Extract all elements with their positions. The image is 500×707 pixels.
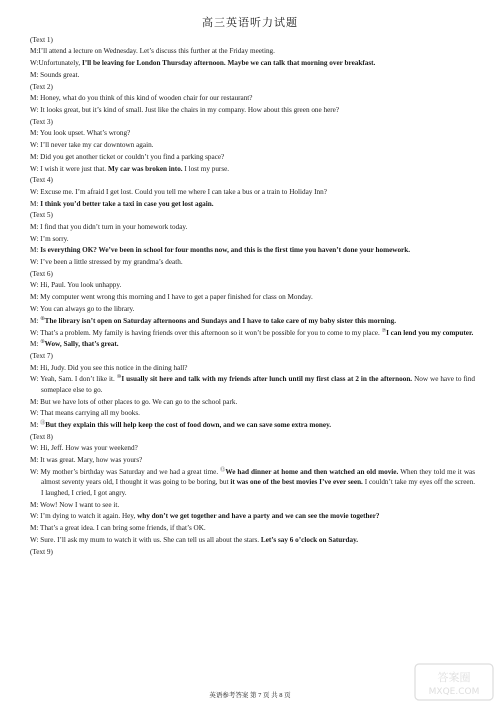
line: M: ⑨Wow, Sally, that’s great.: [30, 340, 119, 349]
line: W: Excuse me. I’m afraid I get lost. Could you tell me where I can take a bus or a train to Holiday Inn?: [30, 187, 327, 196]
question-marker: ⑨: [40, 340, 45, 346]
line: W: I’ve been a little stressed by my grandma’s death.: [30, 258, 183, 267]
line: W: You can always go to the library.: [30, 304, 135, 313]
line: M: ⑪But they explain this will help keep the cost of food down, and we can save some extra money.: [30, 421, 332, 430]
text-2-heading: (Text 2): [30, 82, 53, 91]
line: M: I find that you didn’t turn in your homework today.: [30, 222, 188, 231]
text-6-heading: (Text 6): [30, 269, 53, 278]
line: W: Sure. I’ll ask my mum to watch it with us. She can tell us all about the stars. Let’s say 6 o’clock on Saturday.: [30, 535, 359, 544]
text-3-heading: (Text 3): [30, 117, 53, 126]
line: M: I think you’d better take a taxi in case you get lost again.: [30, 199, 214, 208]
line: W: Hi, Jeff. How was your weekend?: [30, 444, 138, 453]
question-marker: ⑦: [381, 328, 387, 334]
line: M: My computer went wrong this morning and I have to get a paper finished for class on Monday.: [30, 293, 313, 302]
line: M: It was great. Mary, how was yours?: [30, 456, 143, 465]
line: W: Yeah, Sam. I don’t like it. ⑩I usually sit here and talk with my friends after lunch until my first class at 2 in the afternoon. Now we have to find someplace else to go.: [30, 375, 475, 394]
text-9-heading: (Text 9): [30, 547, 53, 556]
transcript-body: [30, 35, 475, 558]
line: M: Sounds great.: [30, 71, 80, 79]
line: W:Unfortunately, I’ll be leaving for London Thursday afternoon. Maybe we can talk that morning over breakfast.: [30, 59, 376, 68]
page-footer: 英语参考答案 第 7 页 共 8 页: [209, 692, 291, 699]
question-marker: ⑫: [220, 467, 226, 473]
line: M: Hi, Judy. Did you see this notice in the dining hall?: [30, 363, 188, 372]
line: W: I’m dying to watch it again. Hey, why don’t we get together and have a party and we can see the movie together?: [30, 512, 380, 521]
line: M: That’s a great idea. I can bring some friends, if that’s OK.: [30, 524, 206, 533]
text-7-heading: (Text 7): [30, 352, 53, 361]
line: W: I’m sorry.: [30, 234, 69, 243]
question-marker: ⑧: [40, 316, 45, 322]
watermark-logo: [414, 663, 494, 701]
line: M: Honey, what do you think of this kind of wooden chair for our restaurant?: [30, 94, 253, 103]
line: M: You look upset. What’s wrong?: [30, 129, 131, 138]
text-5-heading: (Text 5): [30, 211, 53, 220]
line: M: ⑧The library isn’t open on Saturday afternoons and Sundays and I have to take care of my baby sister this morning.: [30, 316, 397, 325]
text-8-heading: (Text 8): [30, 432, 53, 441]
page-title: 高三英语听力试题: [202, 17, 298, 29]
line: W: I wish it were just that. My car was broken into. I lost my purse.: [30, 164, 230, 173]
line: W: That means carrying all my books.: [30, 409, 140, 418]
text-1-heading: (Text 1): [30, 36, 53, 44]
line: M: But we have lots of other places to go. We can go to the school park.: [30, 397, 238, 406]
line: W: It looks great, but it’s kind of small. Just like the chairs in my company. How about this green one here?: [30, 106, 340, 114]
line: M: Is everything OK? We’ve been in school for four months now, and this is the first time you haven’t done your homework.: [30, 246, 411, 255]
line: W: I’ll never take my car downtown again.: [30, 141, 154, 149]
line: W: My mother’s birthday was Saturday and we had a great time. ⑫We had dinner at home and then watched an old movie. When they told me it was almost seventy years old, I thought it was going to be boring, but it was one of the best movies I’ve ever seen. I couldn’t take my eyes off the screen. I laughed, I cried, I got angry.: [30, 467, 475, 497]
text-4-heading: (Text 4): [30, 176, 53, 185]
question-marker: ⑪: [40, 421, 46, 427]
line: W: That’s a problem. My family is having friends over this afternoon so it won’t be possible for you to come to my place. ⑦I can lend you my computer.: [30, 328, 474, 337]
line: W: Hi, Paul. You look unhappy.: [30, 281, 122, 290]
question-marker: ⑩: [116, 375, 122, 381]
svg-text:MXQE.COM: MXQE.COM: [428, 687, 480, 697]
line: M:I’ll attend a lecture on Wednesday. Let’s discuss this further at the Friday meeting.: [30, 47, 275, 56]
line: M: Did you get another ticket or couldn’t you find a parking space?: [30, 152, 225, 161]
line: M: Wow! Now I want to see it.: [30, 500, 120, 509]
svg-text:答案圈: 答案圈: [437, 671, 471, 684]
